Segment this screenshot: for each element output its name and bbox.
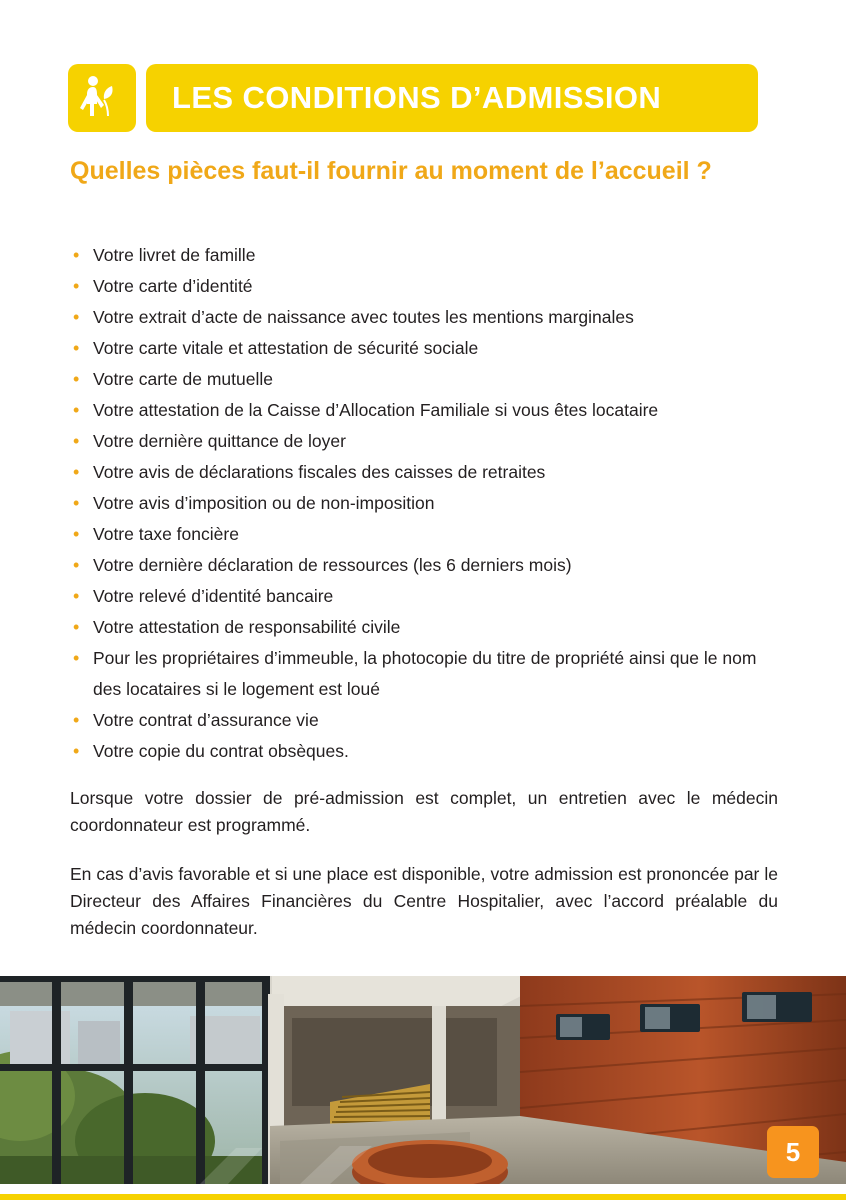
list-item-label: Votre dernière déclaration de ressources (les 6 derniers mois) xyxy=(93,555,572,575)
bullet-icon: • xyxy=(73,307,80,327)
list-item xyxy=(70,240,780,271)
list-item-label: Votre carte d’identité xyxy=(93,276,253,296)
list-item-label: Votre livret de famille xyxy=(93,245,256,265)
person-tree-icon xyxy=(68,64,136,132)
bullet-icon: • xyxy=(73,338,80,358)
bullet-icon: • xyxy=(73,462,80,482)
list-item xyxy=(70,426,780,457)
bullet-icon: • xyxy=(73,710,80,730)
building-interior-photo xyxy=(0,976,846,1184)
list-item xyxy=(70,364,780,395)
bullet-icon: • xyxy=(73,524,80,544)
list-item xyxy=(70,395,780,426)
bullet-icon: • xyxy=(73,555,80,575)
list-item-label: Votre avis d’imposition ou de non-imposition xyxy=(93,493,435,513)
list-item xyxy=(70,581,780,612)
bullet-icon: • xyxy=(73,400,80,420)
bullet-icon: • xyxy=(73,741,80,761)
list-item-label: Votre carte de mutuelle xyxy=(93,369,273,389)
list-item xyxy=(70,457,780,488)
page-number-badge: 5 xyxy=(767,1126,819,1178)
header-title-bar xyxy=(146,64,758,132)
page-title: LES CONDITIONS D’ADMISSION xyxy=(172,80,662,115)
bullet-icon: • xyxy=(73,586,80,606)
list-item-label: Pour les propriétaires d’immeuble, la photocopie du titre de propriété ainsi que le nom des locataires si le logement est loué xyxy=(93,648,757,699)
paragraph: Lorsque votre dossier de pré-admission est complet, un entretien avec le médecin coordonnateur est programmé. xyxy=(70,788,778,835)
list-item xyxy=(70,519,780,550)
list-item-label: Votre relevé d’identité bancaire xyxy=(93,586,334,606)
list-item-label: Votre attestation de responsabilité civile xyxy=(93,617,401,637)
page-header xyxy=(68,64,758,132)
bullet-icon: • xyxy=(73,493,80,513)
list-item xyxy=(70,302,780,333)
bullet-icon: • xyxy=(73,431,80,451)
list-item-label: Votre taxe foncière xyxy=(93,524,239,544)
body-paragraphs xyxy=(70,785,778,964)
requirements-list xyxy=(70,240,780,767)
bullet-icon: • xyxy=(73,617,80,637)
list-item-label: Votre dernière quittance de loyer xyxy=(93,431,346,451)
list-item xyxy=(70,550,780,581)
bullet-icon: • xyxy=(73,369,80,389)
list-item xyxy=(70,488,780,519)
section-subtitle: Quelles pièces faut-il fournir au moment de l’accueil ? xyxy=(70,157,712,185)
paragraph: En cas d’avis favorable et si une place est disponible, votre admission est prononcée par le Directeur des Affaires Financières du Centre Hospitalier, avec l’accord préalable du médecin coordonnateur. xyxy=(70,864,778,938)
list-item xyxy=(70,612,780,643)
list-item-label: Votre avis de déclarations fiscales des caisses de retraites xyxy=(93,462,546,482)
list-item xyxy=(70,705,780,736)
bullet-icon: • xyxy=(73,276,80,296)
list-item xyxy=(70,643,780,705)
list-item xyxy=(70,736,780,767)
bullet-icon: • xyxy=(73,245,80,265)
bullet-icon: • xyxy=(73,648,80,668)
list-item-label: Votre carte vitale et attestation de sécurité sociale xyxy=(93,338,479,358)
list-item xyxy=(70,271,780,302)
list-item-label: Votre extrait d’acte de naissance avec toutes les mentions marginales xyxy=(93,307,634,327)
list-item-label: Votre contrat d’assurance vie xyxy=(93,710,319,730)
list-item-label: Votre attestation de la Caisse d’Allocation Familiale si vous êtes locataire xyxy=(93,400,659,420)
list-item-label: Votre copie du contrat obsèques. xyxy=(93,741,349,761)
footer-rule xyxy=(0,1194,846,1200)
list-item xyxy=(70,333,780,364)
